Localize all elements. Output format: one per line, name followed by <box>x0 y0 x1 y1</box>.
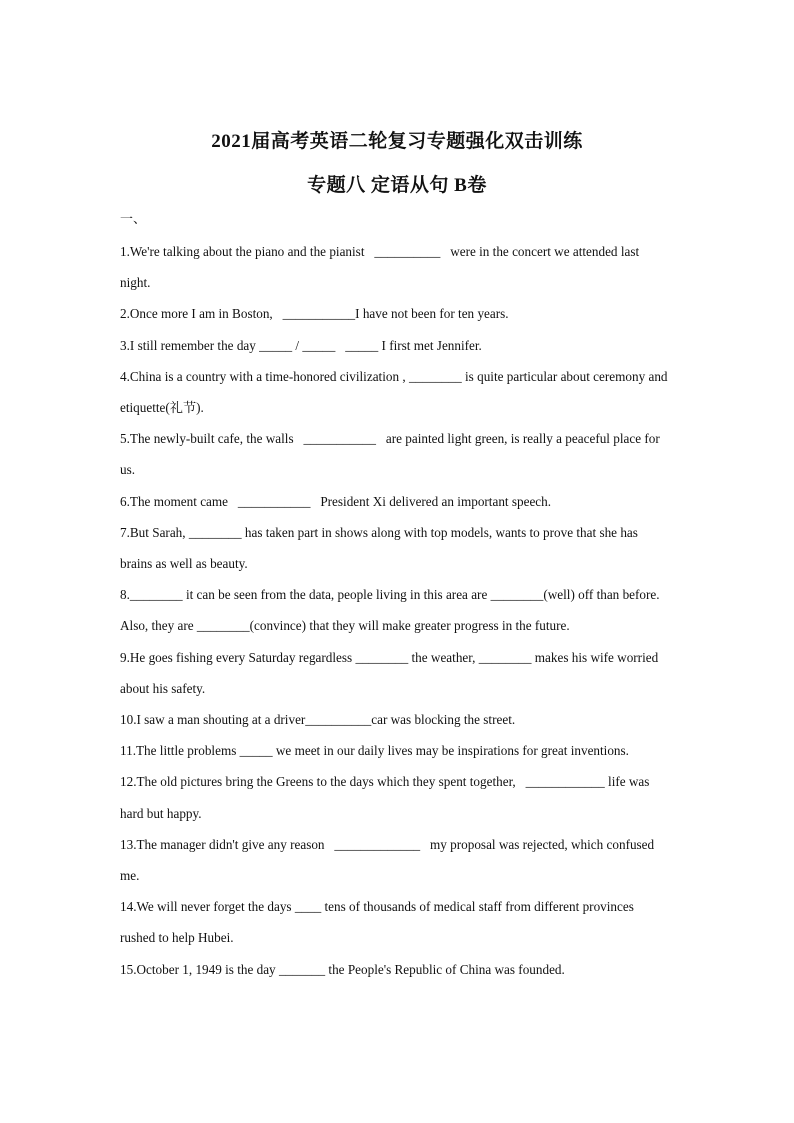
question-12-text: 12.The old pictures bring the Greens to the days which they spent together, ____________ life was hard but happy. <box>120 774 653 821</box>
question-10 <box>120 704 672 735</box>
question-12 <box>120 766 672 828</box>
question-4 <box>120 361 672 423</box>
question-7-text: 7.But Sarah, ________ has taken part in shows along with top models, wants to prove that she has brains as well as beauty. <box>120 524 642 572</box>
question-14-text: 14.We will never forget the days ____ tens of thousands of medical staff from different provinces rushed to help Hubei. <box>120 899 638 946</box>
question-15 <box>120 954 672 985</box>
question-3-text: 3.I still remember the day _____ / _____ _____ I first met Jennifer. <box>120 337 482 353</box>
question-11-text: 11.The little problems _____ we meet in our daily lives may be inspirations for great inventions. <box>120 743 629 759</box>
question-13-text: 13.The manager didn't give any reason _____________ my proposal was rejected, which confused me. <box>120 836 658 884</box>
question-6-text: 6.The moment came ___________ President Xi delivered an important speech. <box>120 493 552 509</box>
question-5-text: 5.The newly-built cafe, the walls ___________ are painted light green, is really a peaceful place for us. <box>120 431 664 478</box>
question-2 <box>120 298 672 329</box>
section-marker: 一、 <box>120 211 147 226</box>
question-2-text: 2.Once more I am in Boston, ___________I have not been for ten years. <box>120 306 509 322</box>
question-8 <box>120 579 672 641</box>
question-9-text: 9.He goes fishing every Saturday regardless ________ the weather, ________ makes his wife worried about his safety. <box>120 649 662 696</box>
question-14 <box>120 891 672 953</box>
question-10-text: 10.I saw a man shouting at a driver__________car was blocking the street. <box>120 712 516 728</box>
question-list <box>120 236 672 985</box>
question-8-text: 8.________ it can be seen from the data, people living in this area are ________(well) off than before. Also, they are ________(convince) that they will make greater progress in the future. <box>120 587 663 634</box>
question-1-text: 1.We're talking about the piano and the pianist __________ were in the concert we attended last night. <box>120 244 643 291</box>
question-7 <box>120 517 672 579</box>
question-9 <box>120 642 672 704</box>
question-13 <box>120 829 672 891</box>
question-11 <box>120 735 672 766</box>
question-4-text: 4.China is a country with a time-honored civilization , ________ is quite particular about ceremony and etiquette(礼节). <box>120 368 671 416</box>
page-subtitle: 专题八 定语从句 B卷 <box>307 175 487 196</box>
question-15-text: 15.October 1, 1949 is the day _______ the People's Republic of China was founded. <box>120 961 565 977</box>
question-5 <box>120 423 672 485</box>
question-3 <box>120 330 672 361</box>
question-1 <box>120 236 672 298</box>
page-title: 2021届高考英语二轮复习专题强化双击训练 <box>211 131 583 152</box>
question-6 <box>120 486 672 517</box>
